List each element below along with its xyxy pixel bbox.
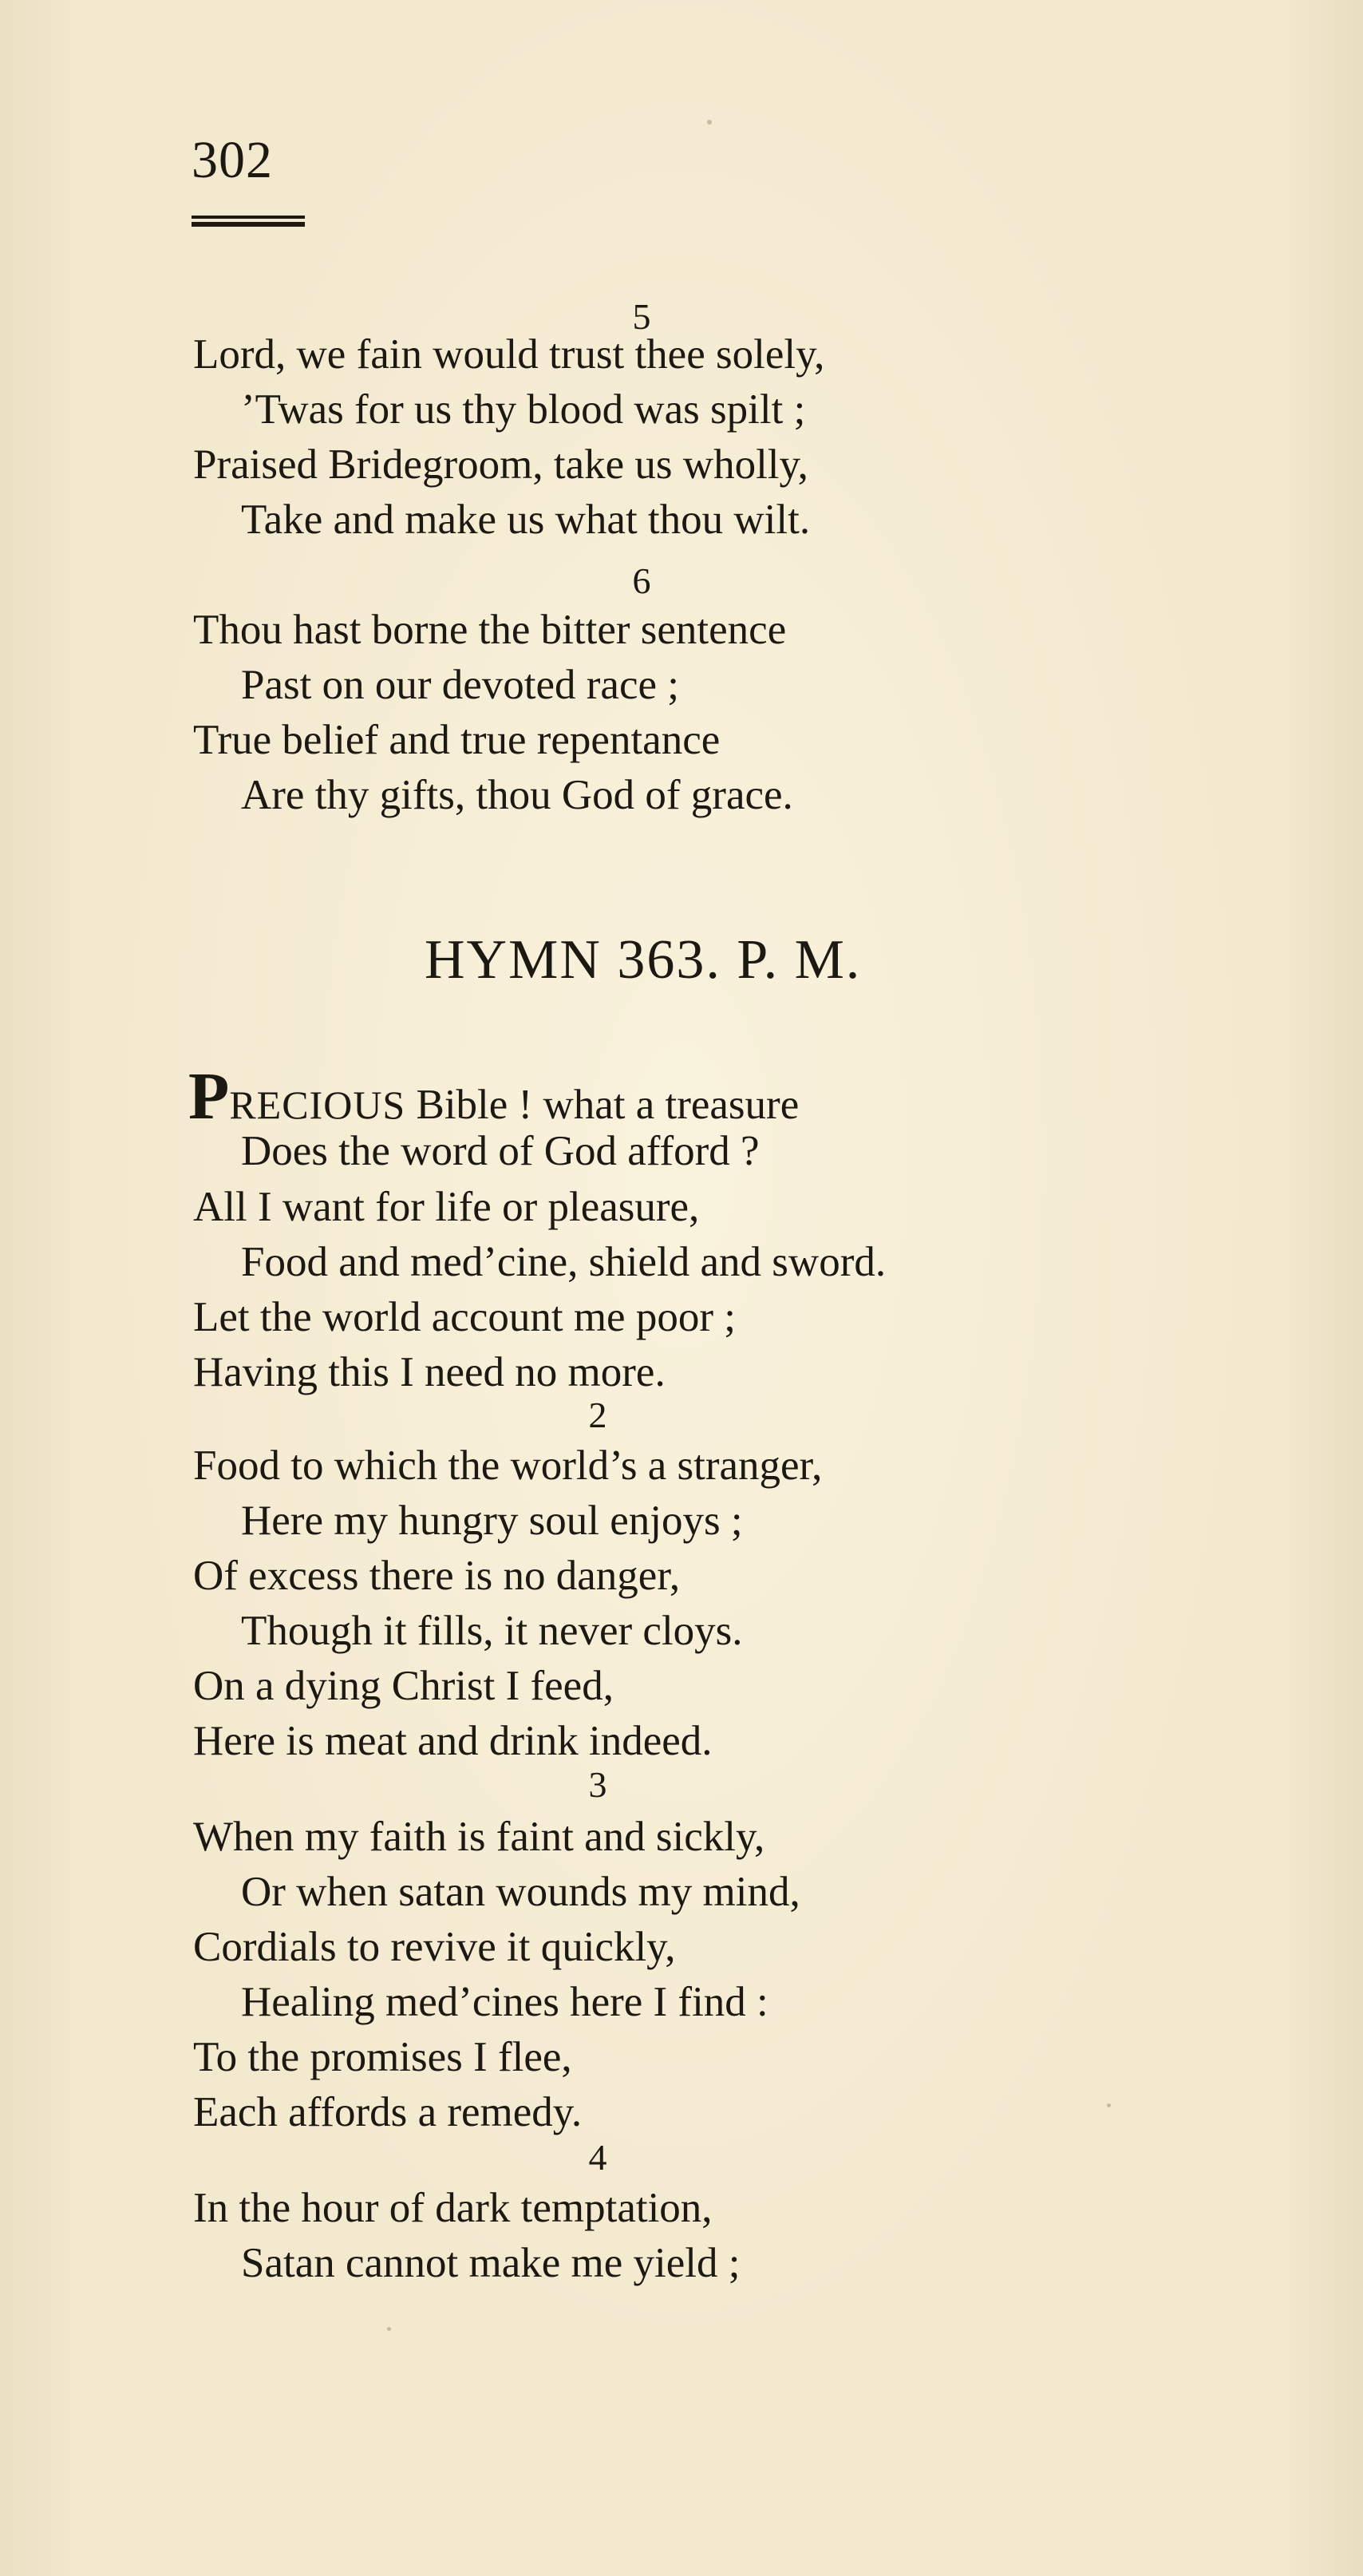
small-caps-word: RECIOUS <box>229 1082 406 1127</box>
page-number-rule <box>192 216 305 227</box>
verse-number: 3 <box>588 1764 607 1805</box>
verse-line: On a dying Christ I feed, <box>193 1663 614 1709</box>
verse-line: Food and med’cine, shield and sword. <box>241 1239 887 1285</box>
drop-cap: P <box>188 1059 230 1134</box>
verse-line: In the hour of dark temptation, <box>193 2185 713 2231</box>
verse-line: Satan cannot make me yield ; <box>241 2240 741 2286</box>
hymn-opening-line <box>188 1059 800 1134</box>
verse-line: Cordials to revive it quickly, <box>193 1924 676 1970</box>
verse-number: 5 <box>632 296 651 337</box>
verse-line: Each affords a remedy. <box>193 2089 583 2135</box>
verse-line: Here is meat and drink indeed. <box>193 1718 713 1764</box>
verse-number: 2 <box>588 1395 607 1435</box>
verse-line: Thou hast borne the bitter sentence <box>193 607 787 653</box>
verse-line: To the promises I flee, <box>193 2034 572 2080</box>
opening-rest: Bible ! what a treasure <box>405 1082 800 1128</box>
verse-line: All I want for life or pleasure, <box>193 1184 700 1230</box>
paper-speck <box>387 2327 391 2331</box>
verse-line: Food to which the world’s a stranger, <box>193 1442 823 1489</box>
verse-line: Does the word of God afford ? <box>241 1128 760 1174</box>
paper-speck <box>707 120 712 125</box>
hymn-title: HYMN 363. P. M. <box>425 929 862 991</box>
page-number: 302 <box>192 131 273 189</box>
verse-number: 6 <box>632 560 651 601</box>
verse-line: Having this I need no more. <box>193 1349 666 1395</box>
verse-line: Are thy gifts, thou God of grace. <box>241 772 793 818</box>
verse-line: Here my hungry soul enjoys ; <box>241 1498 743 1544</box>
verse-line: Praised Bridegroom, take us wholly, <box>193 441 808 488</box>
verse-line: Though it fills, it never cloys. <box>241 1608 743 1654</box>
verse-line: Lord, we fain would trust thee solely, <box>193 331 825 378</box>
verse-line: Healing med’cines here I find : <box>241 1979 768 2025</box>
verse-line: Let the world account me poor ; <box>193 1294 736 1340</box>
paper-speck <box>1107 2103 1111 2107</box>
verse-line: ’Twas for us thy blood was spilt ; <box>241 386 806 433</box>
verse-line: Take and make us what thou wilt. <box>241 497 811 543</box>
verse-line: Or when satan wounds my mind, <box>241 1869 800 1915</box>
verse-number: 4 <box>588 2137 607 2178</box>
verse-line: Past on our devoted race ; <box>241 662 679 708</box>
verse-line: True belief and true repentance <box>193 717 721 763</box>
verse-line: Of excess there is no danger, <box>193 1553 681 1599</box>
verse-line: When my faith is faint and sickly, <box>193 1814 765 1860</box>
